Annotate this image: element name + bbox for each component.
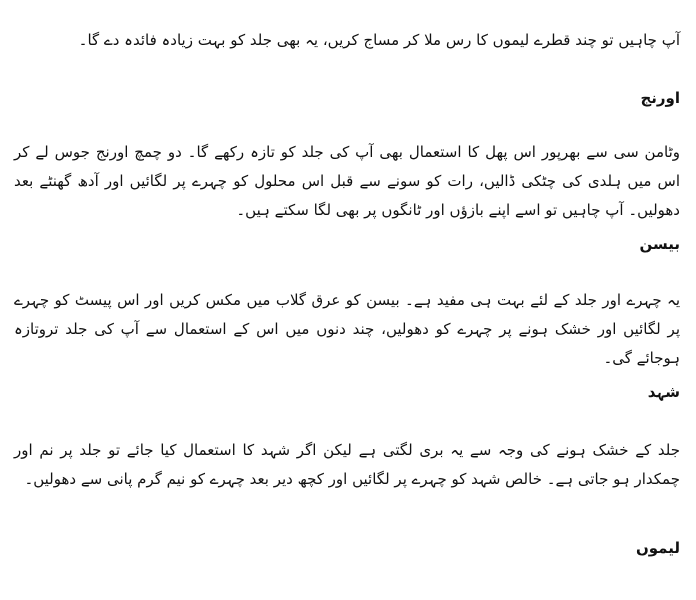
section-heading-besan: بیسن	[639, 235, 680, 253]
section-body-orange: وٹامن سی سے بھرپور اس پھل کا استعمال بھی آپ کی جلد کو تازہ رکھے گا۔ دو چمچ اورنج جوس لے کر اس میں ہلدی کی چٹکی ڈالیں، رات کو سونے سے قبل اس محلول کو چہرے پر لگائیں اور آدھ گھنٹے بعد دھولیں۔ آپ چاہیں تو اسے اپنے بازؤں اور ٹانگوں پر بھی لگا سکتے ہیں۔	[14, 143, 680, 219]
intro-paragraph: آپ چاہیں تو چند قطرے لیموں کا رس ملا کر مساج کریں، یہ بھی جلد کو بہت زیادہ فائدہ دے گا۔	[78, 31, 680, 49]
section-body-besan: یہ چہرے اور جلد کے لئے بہت ہی مفید ہے۔ بیسن کو عرق گلاب میں مکس کریں اور اس پیسٹ کو چہرے پر لگائیں اور خشک ہونے پر چہرے کو دھولیں، چند دنوں میں اس کے استعمال سے آپ کی جلد تروتازہ ہوجائے گی۔	[14, 291, 680, 367]
section-body-honey: جلد کے خشک ہونے کی وجہ سے یہ بری لگتی ہے لیکن اگر شہد کا استعمال کیا جائے تو جلد پر نم اور چمکدار ہو جاتی ہے۔ خالص شہد کو چہرے پر لگائیں اور کچھ دیر بعد چہرے کو نیم گرم پانی سے دھولیں۔	[14, 441, 680, 488]
section-heading-lemon: لیموں	[635, 539, 680, 557]
section-heading-orange: اورنج	[640, 89, 680, 107]
section-heading-honey: شہد	[647, 383, 680, 401]
